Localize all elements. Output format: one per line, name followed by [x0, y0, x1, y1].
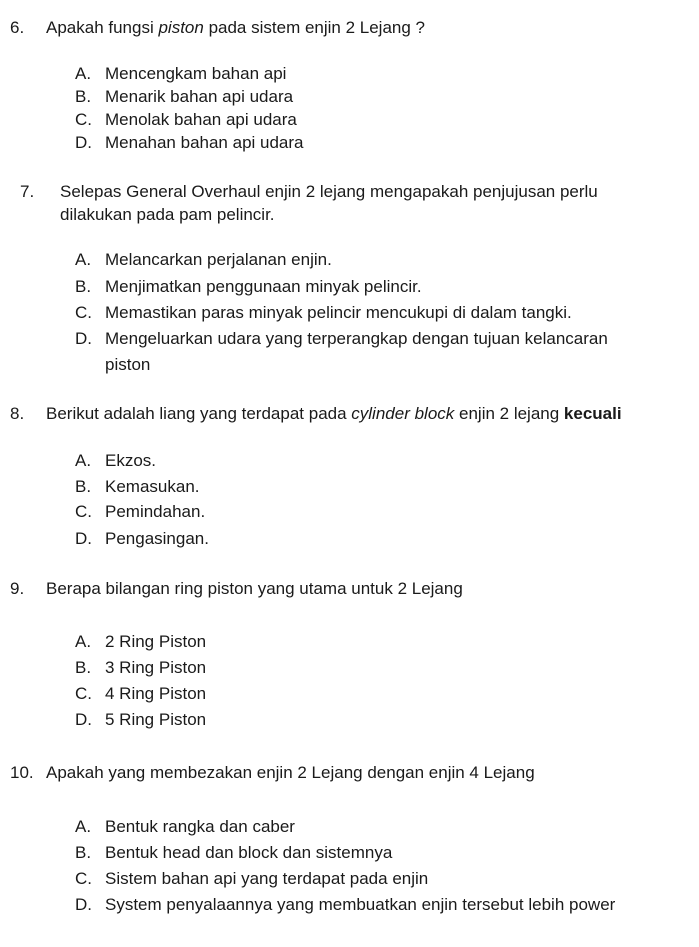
- question-9-option-a: A. 2 Ring Piston: [75, 632, 207, 651]
- question-6-option-b: B. Menarik bahan api udara: [75, 87, 294, 106]
- question-9-text: Berapa bilangan ring piston yang utama untuk 2 Lejang: [46, 579, 463, 598]
- question-6-option-c: C. Menolak bahan api udara: [75, 110, 297, 129]
- question-10-option-d: D. System penyalaannya yang membuatkan enjin tersebut lebih power: [75, 895, 616, 914]
- question-10-number: 10.: [10, 763, 34, 782]
- question-9-number: 9.: [10, 579, 25, 598]
- question-7-text-line2: dilakukan pada pam pelincir.: [60, 205, 275, 224]
- question-8-text: Berikut adalah liang yang terdapat pada cylinder block enjin 2 lejang kecuali: [46, 404, 622, 423]
- question-7-text-line1: Selepas General Overhaul enjin 2 lejang mengapakah penjujusan perlu: [60, 182, 598, 201]
- question-6-option-d: D. Menahan bahan api udara: [75, 133, 304, 152]
- question-7-number: 7.: [20, 182, 35, 201]
- question-8-option-d: D. Pengasingan.: [75, 529, 209, 548]
- question-8-option-b: B. Kemasukan.: [75, 477, 200, 496]
- question-7-option-a: A. Melancarkan perjalanan enjin.: [75, 250, 332, 269]
- question-9-option-c: C. 4 Ring Piston: [75, 684, 207, 703]
- question-8-number: 8.: [10, 404, 25, 423]
- question-8-option-c: C. Pemindahan.: [75, 502, 206, 521]
- question-7-option-c: C. Memastikan paras minyak pelincir mencukupi di dalam tangki.: [75, 303, 572, 322]
- question-10-option-b: B. Bentuk head dan block dan sistemnya: [75, 843, 393, 862]
- question-7-option-d-continuation: piston: [105, 355, 151, 374]
- question-8-option-a: A. Ekzos.: [75, 451, 157, 470]
- question-9-option-d: D. 5 Ring Piston: [75, 710, 207, 729]
- question-10-option-c: C. Sistem bahan api yang terdapat pada enjin: [75, 869, 429, 888]
- question-9-option-b: B. 3 Ring Piston: [75, 658, 207, 677]
- question-6-option-a: A. Mencengkam bahan api: [75, 64, 287, 83]
- question-10-text: Apakah yang membezakan enjin 2 Lejang dengan enjin 4 Lejang: [46, 763, 535, 782]
- question-10-option-a: A. Bentuk rangka dan caber: [75, 817, 295, 836]
- question-6-text: Apakah fungsi piston pada sistem enjin 2 Lejang ?: [46, 18, 425, 37]
- question-7-option-d: D. Mengeluarkan udara yang terperangkap dengan tujuan kelancaran: [75, 329, 608, 348]
- question-6-number: 6.: [10, 18, 25, 37]
- question-7-option-b: B. Menjimatkan penggunaan minyak pelincir.: [75, 277, 422, 296]
